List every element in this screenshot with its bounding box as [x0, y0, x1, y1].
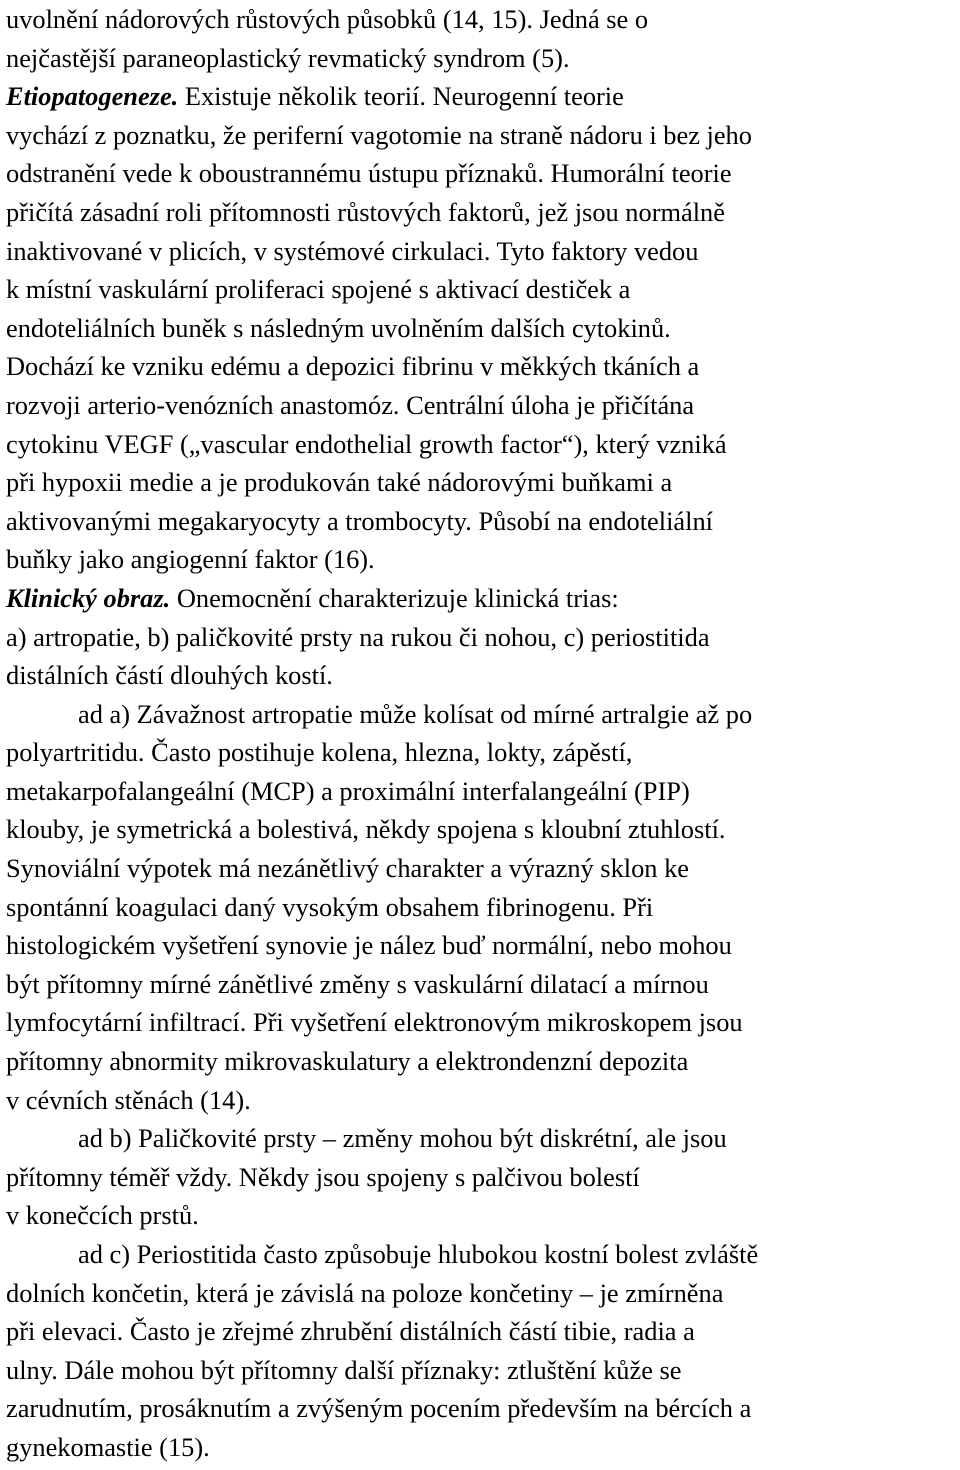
text-line: [6, 77, 958, 116]
text-line: lymfocytární infiltrací. Při vyšetření elektronovým mikroskopem jsou: [6, 1007, 743, 1038]
section-heading: Etiopatogeneze.: [6, 81, 179, 112]
text-line: aktivovanými megakaryocyty a trombocyty. Působí na endoteliální: [6, 505, 714, 536]
text-line: při hypoxii medie a je produkován také nádorovými buňkami a: [6, 467, 673, 498]
text-line: ulny. Dále mohou být přítomny další příznaky: ztluštění kůže se: [6, 1354, 682, 1385]
section-text: Onemocnění charakterizuje klinická trias:: [170, 582, 619, 613]
text-line: klouby, je symetrická a bolestivá, někdy spojena s kloubní ztuhlostí.: [6, 814, 726, 845]
text-line: [6, 579, 958, 618]
text-line: odstranění vede k oboustrannému ústupu příznaků. Humorální teorie: [6, 158, 732, 189]
text-line: endoteliálních buněk s následným uvolněním dalších cytokinů.: [6, 312, 671, 343]
text-line: Dochází ke vzniku edému a depozici fibrinu v měkkých tkáních a: [6, 351, 700, 382]
paragraph-first-line: ad b) Paličkovité prsty – změny mohou být diskrétní, ale jsou: [78, 1123, 727, 1154]
text-line: histologickém vyšetření synovie je nález buď normální, nebo mohou: [6, 930, 732, 961]
text-line: inaktivované v plicích, v systémové cirkulaci. Tyto faktory vedou: [6, 235, 699, 266]
text-line: nejčastější paraneoplastický revmatický syndrom (5).: [6, 42, 570, 73]
section-heading: Klinický obraz.: [6, 582, 171, 613]
text-line: uvolnění nádorových růstových působků (14, 15). Jedná se o: [6, 4, 649, 34]
text-line: být přítomny mírné zánětlivé změny s vaskulární dilatací a mírnou: [6, 968, 709, 999]
paragraph-first-line: ad a) Závažnost artropatie může kolísat od mírné artralgie až po: [78, 698, 753, 729]
text-line: v cévních stěnách (14).: [6, 1084, 251, 1115]
text-line: při elevaci. Často je zřejmé zhrubění distálních částí tibie, radia a: [6, 1316, 695, 1347]
text-line: gynekomastie (15).: [6, 1431, 210, 1462]
text-line: buňky jako angiogenní faktor (16).: [6, 544, 375, 575]
text-line: přítomny téměř vždy. Někdy jsou spojeny s palčivou bolestí: [6, 1161, 640, 1192]
text-line: polyartritidu. Často postihuje kolena, hlezna, lokty, zápěstí,: [6, 737, 633, 768]
text-line: přičítá zásadní roli přítomnosti růstových faktorů, jež jsou normálně: [6, 196, 725, 227]
document-page: [6, 0, 958, 1467]
text-line: distálních částí dlouhých kostí.: [6, 660, 333, 691]
text-line: dolních končetin, která je závislá na poloze končetiny – je zmírněna: [6, 1277, 724, 1308]
text-line: v konečcích prstů.: [6, 1200, 199, 1231]
text-line: k místní vaskulární proliferaci spojené s aktivací destiček a: [6, 274, 631, 305]
text-line: rozvoji arterio-venózních anastomóz. Centrální úloha je přičítána: [6, 389, 695, 420]
text-line: Synoviální výpotek má nezánětlivý charakter a výrazný sklon ke: [6, 853, 689, 884]
text-line: cytokinu VEGF („vascular endothelial growth factor“), který vzniká: [6, 428, 727, 459]
text-line: spontánní koagulaci daný vysokým obsahem fibrinogenu. Při: [6, 891, 654, 922]
text-line: přítomny abnormity mikrovaskulatury a elektrondenzní depozita: [6, 1046, 689, 1077]
section-text: Existuje několik teorií. Neurogenní teorie: [178, 81, 624, 112]
paragraph-first-line: ad c) Periostitida často způsobuje hlubokou kostní bolest zvláště: [78, 1239, 759, 1269]
text-line: zarudnutím, prosáknutím a zvýšeným pocením především na bércích a: [6, 1393, 752, 1424]
text-line: a) artropatie, b) paličkovité prsty na rukou či nohou, c) periostitida: [6, 621, 710, 652]
text-line: vychází z poznatku, že periferní vagotomie na straně nádoru i bez jeho: [6, 119, 752, 150]
text-line: metakarpofalangeální (MCP) a proximální interfalangeální (PIP): [6, 775, 690, 806]
